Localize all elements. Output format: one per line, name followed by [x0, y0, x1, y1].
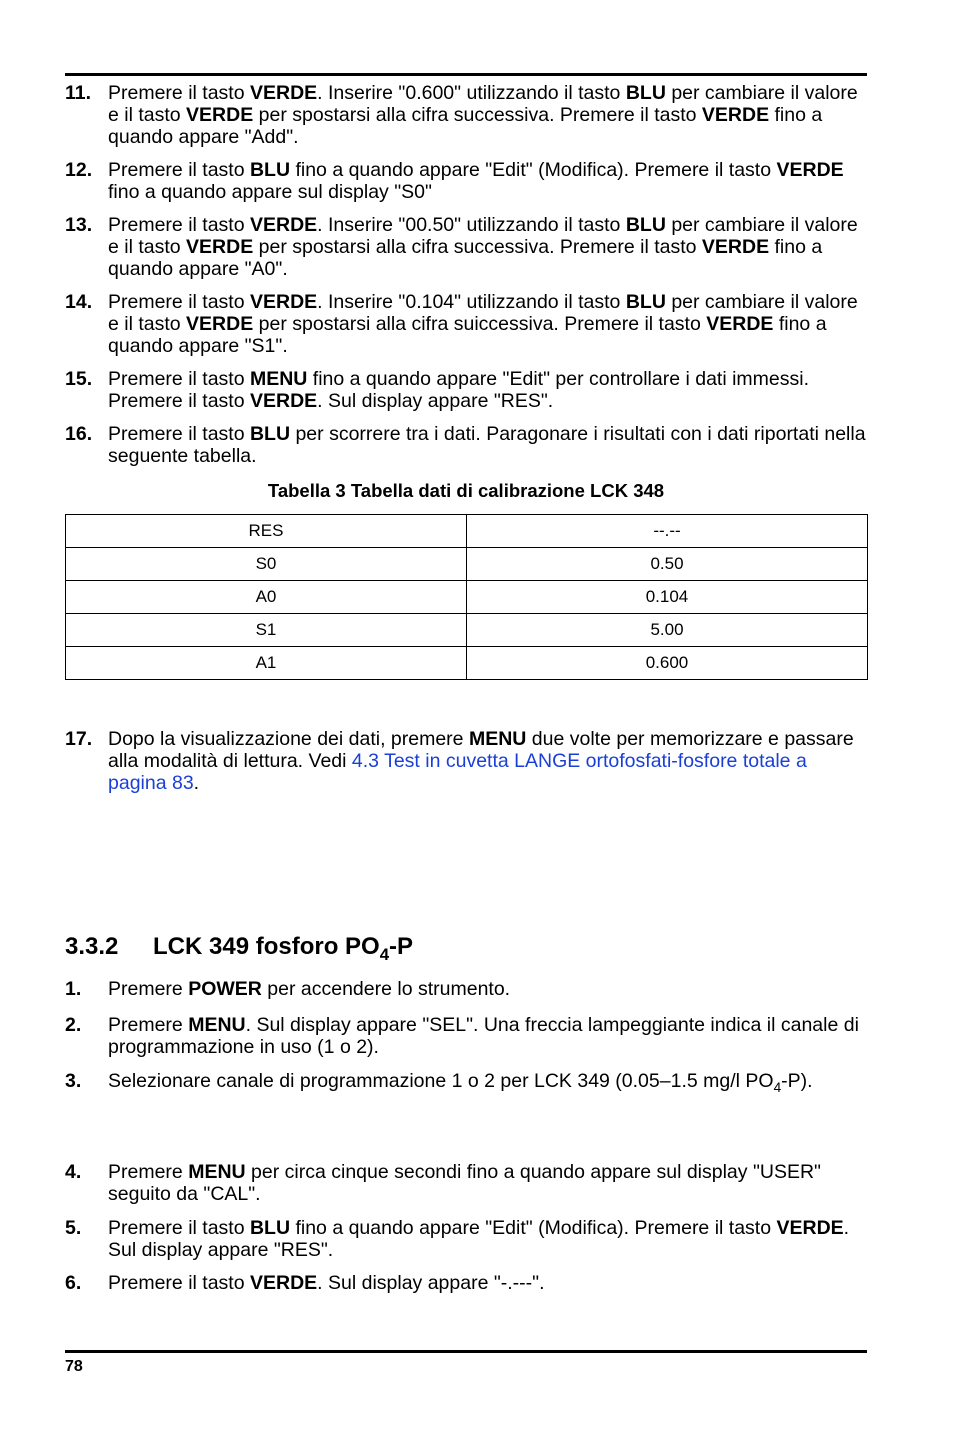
- text-run: . Sul display appare "-.---".: [317, 1272, 545, 1294]
- list-item: [65, 1070, 867, 1094]
- step-text: [108, 214, 867, 280]
- key-name: VERDE: [776, 159, 844, 181]
- table-row: [66, 548, 868, 581]
- parameter-cell: S0: [66, 548, 467, 581]
- key-name: VERDE: [249, 214, 318, 236]
- key-name: VERDE: [776, 1217, 844, 1239]
- text-run: per scorrere tra i dati. Paragonare i risultati con i dati riportati nella seguente tabella.: [108, 423, 866, 467]
- list-item: [65, 214, 867, 280]
- text-run: per cambiare il valore e il tasto: [108, 82, 858, 126]
- key-name: BLU: [625, 291, 666, 313]
- text-run: fino a quando appare "Add".: [108, 104, 823, 148]
- key-name: BLU: [625, 214, 666, 236]
- header-rule: [65, 73, 867, 76]
- list-item: [65, 1217, 867, 1261]
- value-cell: 0.600: [467, 647, 868, 680]
- page-number: 78: [65, 1358, 83, 1375]
- key-name: MENU: [188, 1161, 246, 1183]
- step-number: 2.: [65, 1014, 82, 1036]
- text-run: Premere: [108, 1014, 189, 1036]
- text-run: Premere il tasto: [108, 291, 250, 313]
- step-text: [108, 1161, 867, 1205]
- step-text: [108, 1217, 867, 1261]
- step-text: [108, 728, 867, 794]
- value-cell: 5.00: [467, 614, 868, 647]
- text-run: .: [193, 772, 200, 794]
- key-name: BLU: [249, 423, 291, 445]
- value-cell: 0.50: [467, 548, 868, 581]
- text-run: Premere il tasto: [108, 82, 250, 104]
- key-name: VERDE: [701, 104, 770, 126]
- key-name: MENU: [188, 1014, 246, 1036]
- section-title-subscript: 4: [379, 944, 390, 964]
- step-text: [108, 368, 867, 412]
- step-number: 14.: [65, 291, 93, 313]
- step-text: [108, 159, 867, 203]
- step-number: 6.: [65, 1272, 82, 1294]
- value-cell: 0.104: [467, 581, 868, 614]
- text-run: Dopo la visualizzazione dei dati, premere: [108, 728, 469, 750]
- key-name: BLU: [249, 1217, 291, 1239]
- list-item: [65, 728, 867, 794]
- text-run: . Sul display appare "SEL". Una freccia lampeggiante indica il canale di programmazione in uso (1 o 2).: [108, 1014, 859, 1058]
- parameter-cell: RES: [66, 515, 467, 548]
- parameter-cell: S1: [66, 614, 467, 647]
- text-run: Premere il tasto: [108, 368, 250, 390]
- list-item: [65, 423, 867, 467]
- section-number: 3.3.2: [65, 933, 119, 960]
- key-name: VERDE: [701, 236, 770, 258]
- text-run: per spostarsi alla cifra suiccessiva. Premere il tasto: [253, 313, 707, 335]
- section-heading: [65, 932, 413, 964]
- list-item: [65, 978, 867, 1000]
- text-run: fino a quando appare "S1".: [108, 313, 827, 357]
- parameter-cell: A0: [66, 581, 467, 614]
- step-text: [108, 82, 867, 148]
- key-name: MENU: [468, 728, 527, 750]
- table-row: [66, 647, 868, 680]
- list-item: [65, 291, 867, 357]
- step-number: 17.: [65, 728, 93, 750]
- key-name: BLU: [625, 82, 666, 104]
- step-number: 3.: [65, 1070, 82, 1092]
- step-number: 1.: [65, 978, 82, 1000]
- text-run: Premere: [108, 978, 189, 1000]
- text-run: Premere il tasto: [108, 1217, 250, 1239]
- text-run: per cambiare il valore e il tasto: [108, 214, 858, 258]
- text-run: -P).: [781, 1070, 813, 1092]
- text-run: Selezionare canale di programmazione 1 o 2 per LCK 349 (0.05–1.5 mg/l PO: [108, 1070, 774, 1092]
- text-run: per spostarsi alla cifra successiva. Premere il tasto: [253, 104, 702, 126]
- text-run: per spostarsi alla cifra successiva. Premere il tasto: [253, 236, 702, 258]
- text-run: Premere il tasto: [108, 214, 250, 236]
- step-number: 13.: [65, 214, 93, 236]
- step-number: 11.: [65, 82, 92, 104]
- key-name: VERDE: [706, 313, 774, 335]
- text-run: fino a quando appare "Edit" (Modifica). Premere il tasto: [290, 159, 777, 181]
- key-name: VERDE: [249, 390, 318, 412]
- step-text: [108, 978, 867, 1000]
- step-text: [108, 1070, 867, 1094]
- step-number: 12.: [65, 159, 93, 181]
- text-run: . Inserire "00.50" utilizzando il tasto: [317, 214, 626, 236]
- section-title-tail: -P: [389, 933, 414, 960]
- list-item: [65, 159, 867, 203]
- parameter-cell: A1: [66, 647, 467, 680]
- text-run: per accendere lo strumento.: [261, 978, 511, 1000]
- key-name: VERDE: [186, 313, 254, 335]
- calibration-table: [65, 514, 868, 680]
- footer-rule: [65, 1350, 867, 1353]
- cross-reference-link[interactable]: 4.3 Test in cuvetta LANGE ortofosfati-fosfore totale a pagina 83: [108, 750, 807, 794]
- key-name: MENU: [249, 368, 308, 390]
- key-name: VERDE: [186, 236, 254, 258]
- text-run: Premere il tasto: [108, 159, 250, 181]
- list-item: [65, 1161, 867, 1205]
- text-run: . Inserire "0.104" utilizzando il tasto: [317, 291, 626, 313]
- value-cell: --.--: [467, 515, 868, 548]
- key-name: VERDE: [249, 1272, 318, 1294]
- text-run: per circa cinque secondi fino a quando appare sul display "USER" seguito da "CAL".: [108, 1161, 821, 1205]
- table-caption: Tabella 3 Tabella dati di calibrazione LCK 348: [267, 480, 665, 501]
- key-name: POWER: [188, 978, 262, 1000]
- step-text: [108, 1014, 867, 1058]
- text-run: . Sul display appare "RES".: [108, 1217, 850, 1261]
- table-row: [66, 614, 868, 647]
- step-number: 15.: [65, 368, 93, 390]
- text-run: due volte per memorizzare e passare alla modalità di lettura. Vedi: [108, 728, 854, 772]
- list-item: [65, 1272, 867, 1294]
- list-item: [65, 1014, 867, 1058]
- key-name: VERDE: [249, 291, 318, 313]
- text-run: fino a quando appare "A0".: [108, 236, 823, 280]
- text-run: Premere il tasto: [108, 1272, 250, 1294]
- table-row: [66, 581, 868, 614]
- list-item: [65, 368, 867, 412]
- key-name: VERDE: [249, 82, 318, 104]
- key-name: VERDE: [186, 104, 254, 126]
- step-number: 16.: [65, 423, 93, 445]
- text-run: Premere: [108, 1161, 189, 1183]
- text-run: fino a quando appare "Edit" (Modifica). Premere il tasto: [290, 1217, 777, 1239]
- step-number: 4.: [65, 1161, 82, 1183]
- table-row: [66, 515, 868, 548]
- key-name: BLU: [249, 159, 291, 181]
- step-text: [108, 423, 867, 467]
- step-number: 5.: [65, 1217, 82, 1239]
- step-text: [108, 291, 867, 357]
- text-run: per cambiare il valore e il tasto: [108, 291, 858, 335]
- text-run: fino a quando appare sul display "S0": [108, 181, 432, 203]
- text-run: . Inserire "0.600" utilizzando il tasto: [317, 82, 626, 104]
- text-run: fino a quando appare "Edit" per controllare i dati immessi. Premere il tasto: [108, 368, 810, 412]
- text-run: Premere il tasto: [108, 423, 250, 445]
- step-text: [108, 1272, 867, 1294]
- section-title-main: LCK 349 fosforo PO: [153, 933, 380, 960]
- subscript: 4: [773, 1079, 782, 1095]
- list-item: [65, 82, 867, 148]
- text-run: . Sul display appare "RES".: [317, 390, 554, 412]
